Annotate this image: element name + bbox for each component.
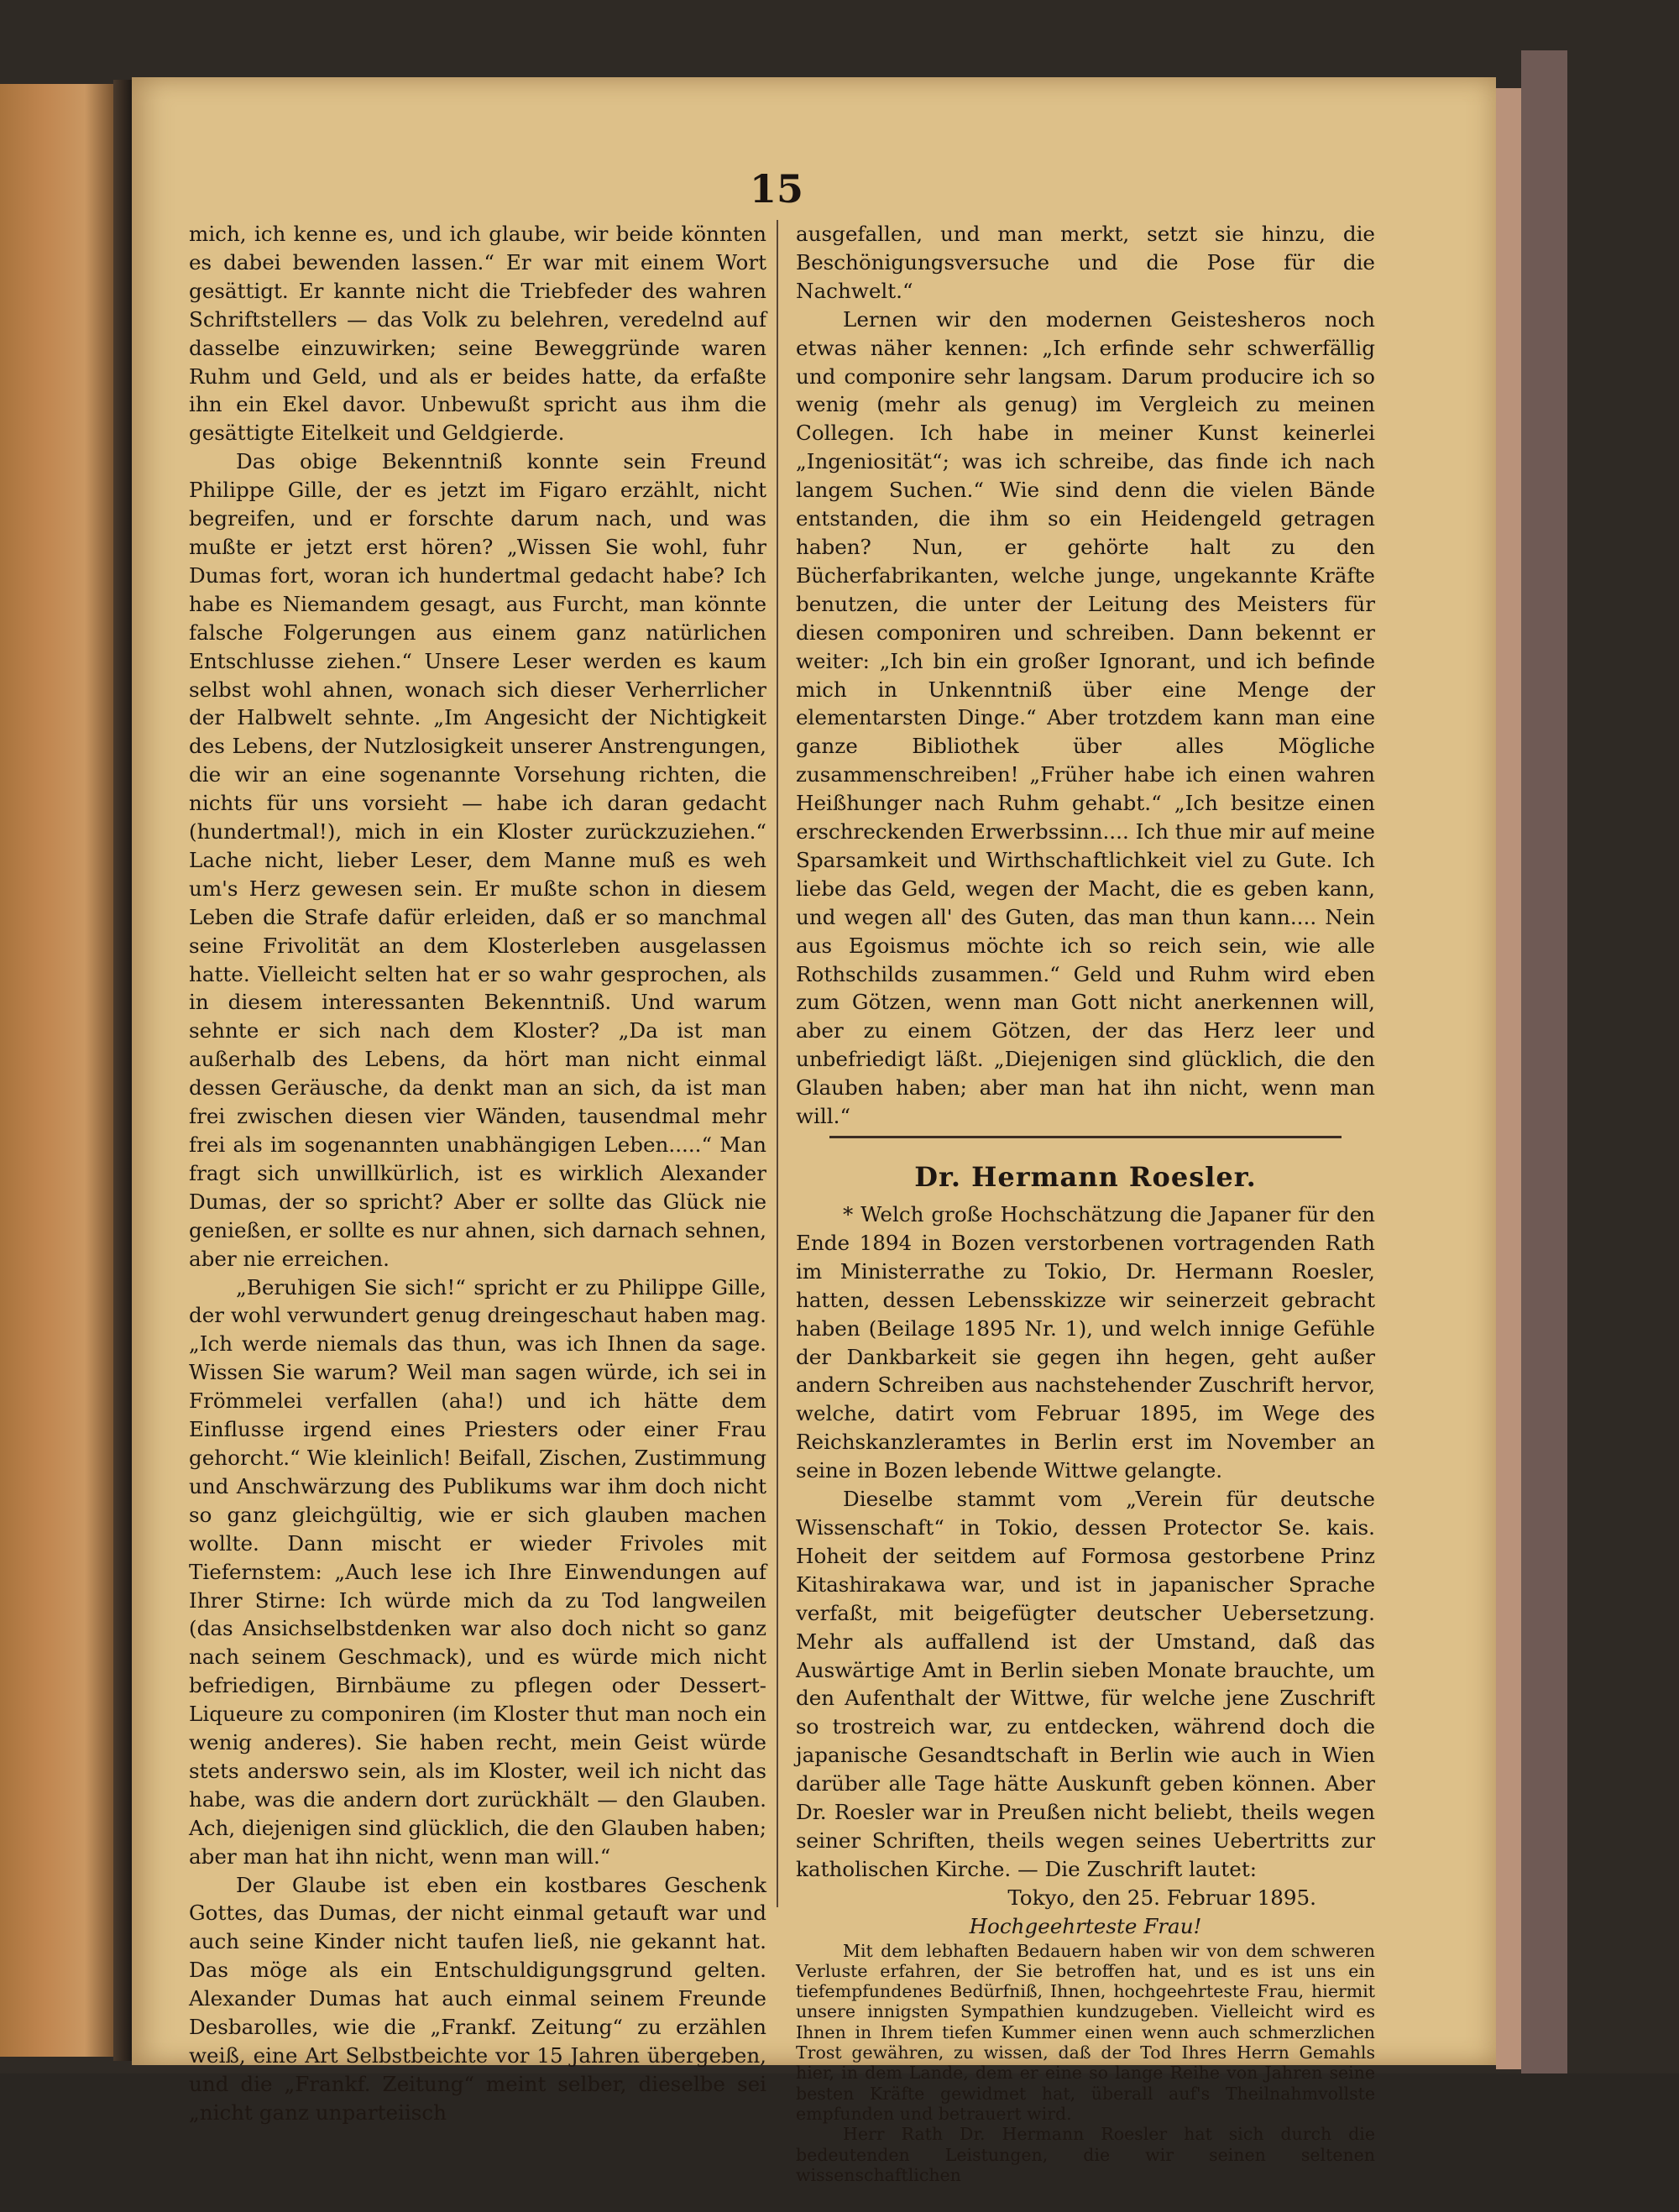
- left-column: [189, 220, 766, 2127]
- paragraph: ausgefallen, und man merkt, setzt sie hinzu, die Beschönigungsversuche und die Pose für die Nachwelt.“: [796, 222, 1375, 303]
- paragraph: „Beruhigen Sie sich!“ spricht er zu Philippe Gille, der wohl verwundert genug dreingeschaut haben mag. „Ich werde niemals das thun, was ich Ihnen da sage. Wissen Sie warum? Weil man sagen würde, ich sei in Frömmelei verfallen (aha!) und ich hätte dem Einflusse irgend eines Priesters oder einer Frau gehorcht.“ Wie kleinlich! Beifall, Zischen, Zustimmung und Anschwärzung des Publikums war ihm doch nicht so ganz gleichgültig, wie er sich glauben machen wollte. Dann mischt er wieder Frivoles mit Tiefernstem: „Auch lese ich Ihre Einwendungen auf Ihrer Stirne: Ich würde mich da zu Tod langweilen (das Ansichselbstdenken war also doch nicht so ganz nach seinem Geschmack), und es würde mich nicht befriedigen, Birnbäume zu pflegen oder Dessert-Liqueure zu componiren (im Kloster thut man noch ein wenig anderes). Sie haben recht, mein Geist würde stets anderswo sein, als im Kloster, weil ich nicht das habe, was die andern dort zurückhält — den Glauben. Ach, diejenigen sind glücklich, die den Glauben haben; aber man hat ihn nicht, wenn man will.“: [189, 1274, 766, 1869]
- page-stack-edge: [1496, 88, 1521, 2069]
- left-page-edge: [0, 84, 113, 2057]
- paragraph: mich, ich kenne es, und ich glaube, wir beide könnten es dabei bewenden lassen.“ Er war mit einem Wort gesättigt. Er kannte nicht die Triebfeder des wahren Schriftstellers — das Volk zu belehren, veredelnd auf dasselbe einzuwirken; seine Beweggründe waren Ruhm und Geld, und als er beides hatte, da erfaßte ihn ein Ekel davor. Unbewußt spricht aus ihm die gesättigte Eitelkeit und Geldgierde.: [189, 222, 766, 446]
- paragraph: Das obige Bekenntniß konnte sein Freund Philippe Gille, der es jetzt im Figaro erzählt, nicht begreifen, und er forschte darum nach, und was mußte er jetzt erst hören? „Wissen Sie wohl, fuhr Dumas fort, woran ich hundertmal gedacht habe? Ich habe es Niemandem gesagt, aus Furcht, man könnte falsche Folgerungen aus einem ganz natürlichen Entschlusse ziehen.“ Unsere Leser werden es kaum selbst wohl ahnen, wonach sich dieser Verherrlicher der Halbwelt sehnte. „Im Angesicht der Nichtigkeit des Lebens, der Nutzlosigkeit unserer Anstrengungen, die wir an eine sogenannte Vorsehung richten, die nichts für uns vorsieht — habe ich daran gedacht (hundertmal!), mich in ein Kloster zurückzuziehen.“ Lache nicht, lieber Leser, dem Manne muß es weh um's Herz gewesen sein. Er mußte schon in diesem Leben die Strafe dafür erleiden, daß er so manchmal seine Frivolität an dem Klosterleben ausgelassen hatte. Vielleicht selten hat er so wahr gesprochen, als in diesem interessanten Bekenntniß. Und warum sehnte er sich nach dem Kloster? „Da ist man außerhalb des Lebens, da hört man nicht einmal dessen Geräusche, da denkt man an sich, da ist man frei zwischen diesen vier Wänden, tausendmal mehr frei als im sogenannten unabhängigen Leben.....“ Man fragt sich unwillkürlich, ist es wirklich Alexander Dumas, der so spricht? Aber er sollte das Glück nie genießen, er sollte es nur ahnen, sich darnach sehnen, aber nie erreichen.: [189, 449, 766, 1271]
- paragraph: Der Glaube ist eben ein kostbares Geschenk Gottes, das Dumas, der nicht einmal getauft war und auch seine Kinder nicht taufen ließ, nie gekannt hat. Das möge als ein Entschuldigungsgrund gelten. Alexander Dumas hat auch einmal seinem Freunde Desbarolles, wie die „Frankf. Zeitung“ zu erzählen weiß, eine Art Selbstbeichte vor 15 Jahren übergeben, und die „Frankf. Zeitung“ meint selber, dieselbe sei „nicht ganz unparteiisch: [189, 1872, 766, 2125]
- letter-text: [796, 1941, 1375, 2186]
- column-divider: [777, 220, 778, 1907]
- paragraph: * Welch große Hochschätzung die Japaner für den Ende 1894 in Bozen verstorbenen vortragenden Rath im Ministerrathe zu Tokio, Dr. Hermann Roesler, hatten, dessen Lebensskizze wir seinerzeit gebracht haben (Beilage 1895 Nr. 1), und welch innige Gefühle der Dankbarkeit sie gegen ihn hegen, geht außer andern Schreiben aus nachstehender Zuschrift hervor, welche, datirt vom Februar 1895, im Wege des Reichskanzleramtes in Berlin erst im November an seine in Bozen lebende Wittwe gelangte.: [796, 1202, 1375, 1483]
- page-number: 15: [749, 166, 803, 212]
- book-gutter: [113, 80, 132, 2061]
- paragraph: Lernen wir den modernen Geistesheros noch etwas näher kennen: „Ich erfinde sehr schwerfällig und componire sehr langsam. Darum producire ich so wenig (mehr als genug) im Vergleich zu meinen Collegen. Ich habe in meiner Kunst keinerlei „Ingeniosität“; was ich schreibe, das finde ich nach langem Suchen.“ Wie sind denn die vielen Bände entstanden, die ihm so ein Heidengeld getragen haben? Nun, er gehörte halt zu den Bücherfabrikanten, welche junge, ungekannte Kräfte benutzen, die unter der Leitung des Meisters für diesen componiren und schreiben. Dann bekennt er weiter: „Ich bin ein großer Ignorant, und ich befinde mich in Unkenntniß über eine Menge der elementarsten Dinge.“ Aber trotzdem kann man eine ganze Bibliothek über alles Mögliche zusammenschreiben! „Früher habe ich einen wahren Heißhunger nach Ruhm gehabt.“ „Ich besitze einen erschreckenden Erwerbssinn.... Ich thue mir auf meine Sparsamkeit und Wirthschaftlichkeit viel zu Gute. Ich liebe das Geld, wegen der Macht, die es geben kann, und wegen all' des Guten, das man thun kann.... Nein aus Egoismus möchte ich so reich sein, wie alle Rothschilds zusammen.“ Geld und Ruhm wird eben zum Götzen, wenn man Gott nicht anerkennen will, aber zu einem Götzen, der das Herz leer und unbefriedigt läßt. „Diejenigen sind glücklich, die den Glauben haben; aber man hat ihn nicht, wenn man will.“: [796, 306, 1375, 1129]
- right-column: [796, 220, 1375, 2185]
- book-cover-edge: [1521, 50, 1567, 2090]
- letter-dateline: Tokyo, den 25. Februar 1895.: [1007, 1885, 1316, 1910]
- article-heading: Dr. Hermann Roesler.: [914, 1161, 1257, 1193]
- section-rule: [829, 1136, 1342, 1138]
- paragraph: Dieselbe stammt vom „Verein für deutsche Wissenschaft“ in Tokio, dessen Protector Se. kais. Hoheit der seitdem auf Formosa gestorbene Prinz Kitashirakawa war, und ist in japanischer Sprache verfaßt, mit beigefügter deutscher Uebersetzung. Mehr als auffallend ist der Umstand, daß das Auswärtige Amt in Berlin sieben Monate brauchte, um den Aufenthalt der Wittwe, für welche jene Zuschrift so trostreich war, zu entdecken, während doch die japanische Gesandtschaft in Berlin wie auch in Wien darüber alle Tage hätte Auskunft geben können. Aber Dr. Roesler war in Preußen nicht beliebt, theils wegen seiner Schriften, theils wegen seines Uebertritts zur katholischen Kirche. — Die Zuschrift lautet:: [796, 1487, 1375, 1881]
- paragraph: Mit dem lebhaften Bedauern haben wir von dem schweren Verluste erfahren, der Sie betroffen hat, und es ist uns ein tiefempfundenes Bedürfniß, Ihnen, hochgeehrteste Frau, hiermit unsere innigsten Sympathien kundzugeben. Vielleicht wird es Ihnen in Ihrem tiefen Kummer einen wenn auch schmerzlichen Trost gewähren, zu wissen, daß der Tod Ihres Herrn Gemahls hier, in dem Lande, dem er eine so lange Reihe von Jahren seine besten Kräfte gewidmet hat, überall auf's Theilnahmvollste empfunden und betrauert wird.: [796, 1940, 1375, 2124]
- letter-salutation: Hochgeehrteste Frau!: [969, 1913, 1202, 1938]
- paragraph: Herr Rath Dr. Hermann Roesler hat sich durch die bedeutenden Leistungen, die wir seinen seltenen wissenschaftlichen: [796, 2124, 1375, 2185]
